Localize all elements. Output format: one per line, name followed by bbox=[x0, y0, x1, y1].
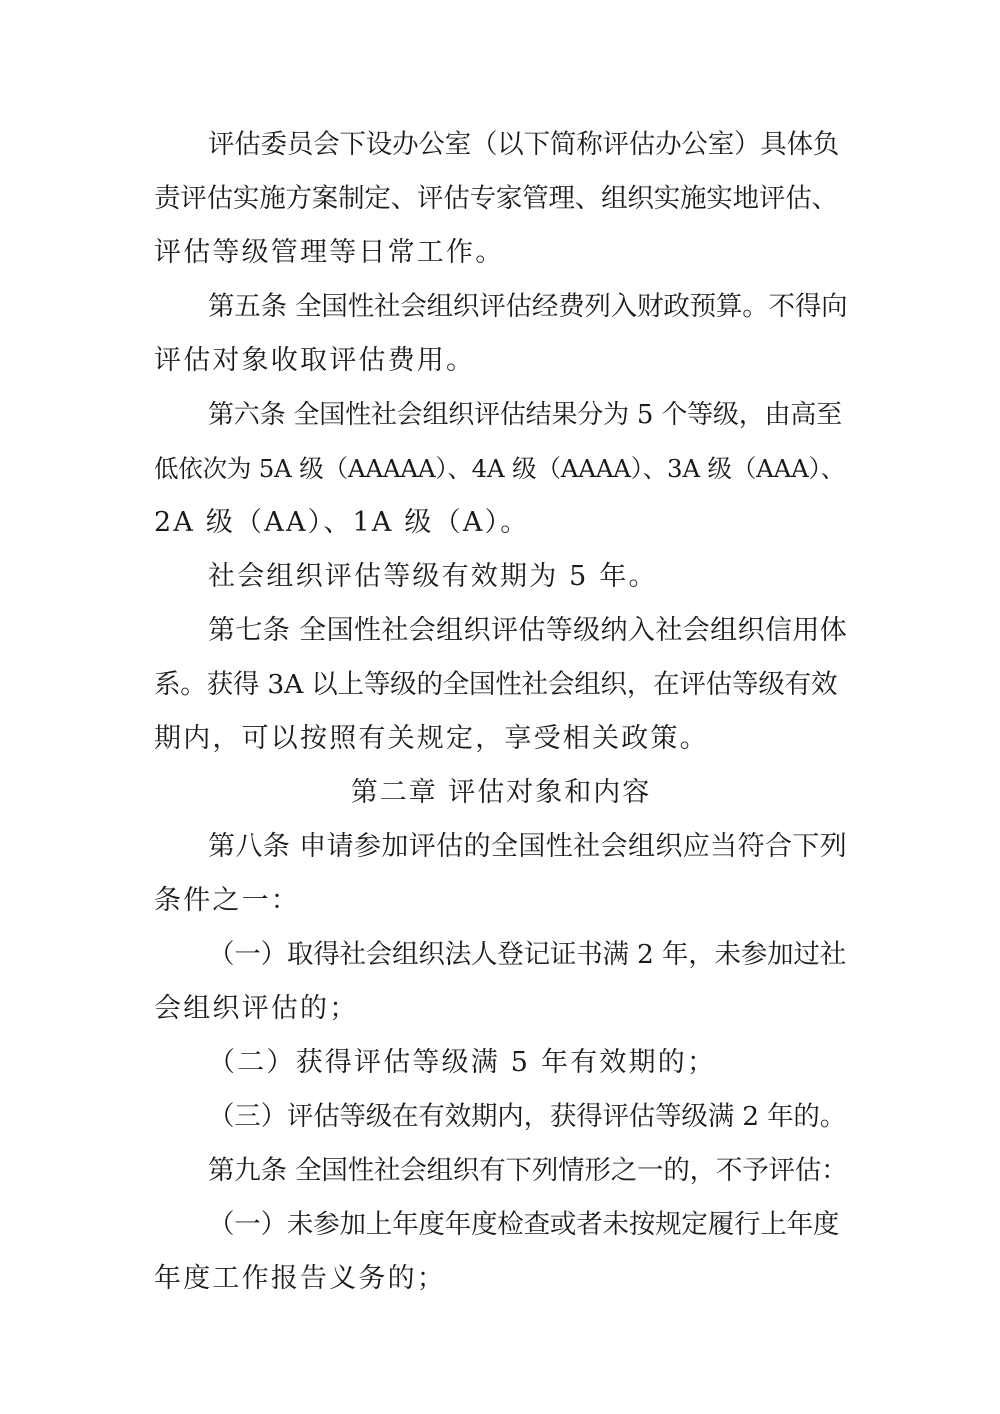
chapter-heading: 第二章 评估对象和内容 bbox=[350, 777, 652, 808]
text-line: （二）获得评估等级满 5 年有效期的； bbox=[208, 1047, 717, 1078]
text-line: 第五条 全国性社会组织评估经费列入财政预算。不得向 bbox=[208, 291, 848, 322]
text-line: 第九条 全国性社会组织有下列情形之一的，不予评估： bbox=[208, 1155, 848, 1186]
document-body bbox=[154, 118, 848, 1306]
text-line: 评估对象收取评估费用。 bbox=[154, 345, 476, 376]
text-line: 期内，可以按照有关规定，享受相关政策。 bbox=[154, 723, 709, 754]
text-line: （一）未参加上年度年度检查或者未按规定履行上年度 bbox=[208, 1209, 840, 1240]
text-line: 评估等级管理等日常工作。 bbox=[154, 237, 505, 268]
text-line: （一）取得社会组织法人登记证书满 2 年，未参加过社 bbox=[208, 939, 847, 970]
text-line: 评估委员会下设办公室（以下简称评估办公室）具体负 bbox=[208, 129, 840, 160]
text-line: 社会组织评估等级有效期为 5 年。 bbox=[208, 561, 658, 592]
text-line: 2A 级（AA）、1A 级（A）。 bbox=[154, 507, 530, 538]
text-line: 第七条 全国性社会组织评估等级纳入社会组织信用体 bbox=[208, 615, 848, 646]
text-line: 条件之一： bbox=[154, 885, 300, 916]
text-line: 系。获得 3A 以上等级的全国性社会组织，在评估等级有效 bbox=[154, 669, 838, 700]
text-line: 会组织评估的； bbox=[154, 993, 359, 1024]
text-line: 责评估实施方案制定、评估专家管理、组织实施实地评估、 bbox=[154, 183, 838, 214]
text-line: （三）评估等级在有效期内，获得评估等级满 2 年的。 bbox=[208, 1101, 847, 1132]
text-line: 第六条 全国性社会组织评估结果分为 5 个等级，由高至 bbox=[208, 400, 842, 430]
text-line: 年度工作报告义务的； bbox=[154, 1263, 446, 1294]
text-line: 第八条 申请参加评估的全国性社会组织应当符合下列 bbox=[208, 831, 848, 862]
text-line: 低依次为 5A 级（AAAAA）、4A 级（AAAA）、3A 级（AAA）、 bbox=[154, 454, 845, 483]
